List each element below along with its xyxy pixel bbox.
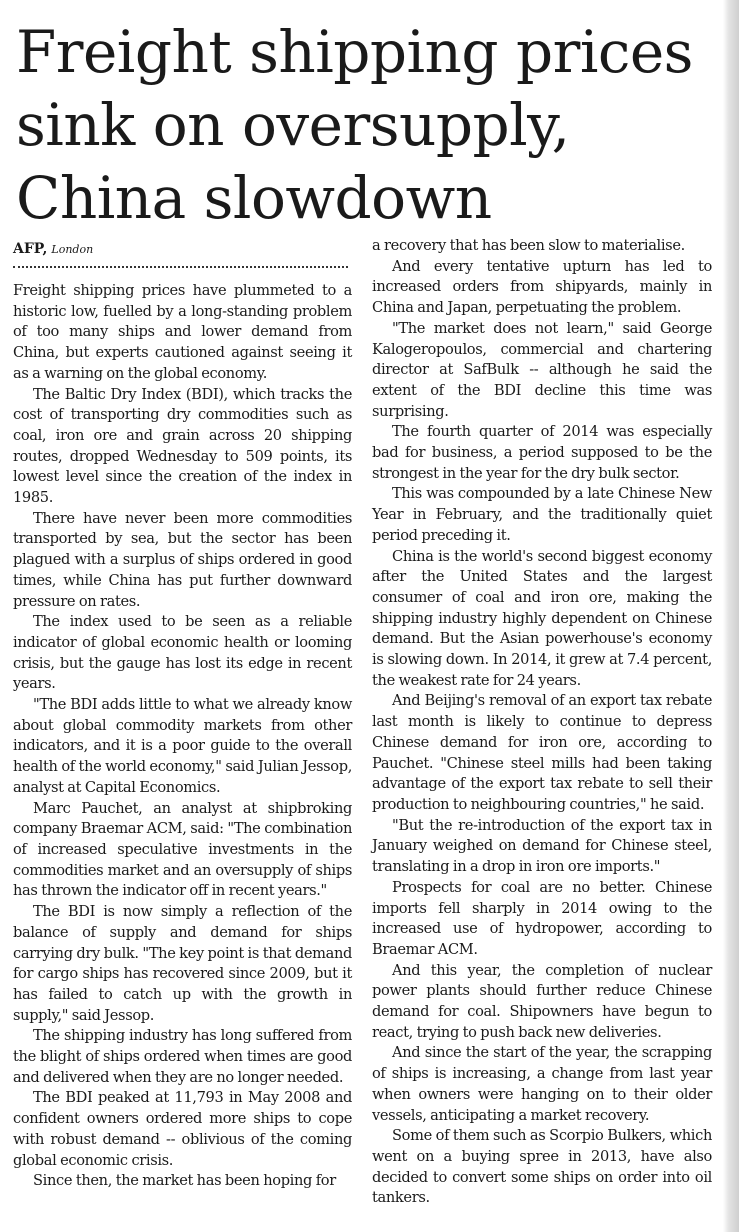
paragraph: This was compounded by a late Chinese New Year in February, and the traditionally quiet period preceding it. xyxy=(372,485,712,544)
paragraph: And every tentative upturn has led to increased orders from shipyards, mainly in China and Japan, perpetuating the problem. xyxy=(372,257,712,317)
paragraph: China is the world's second biggest economy after the United States and the largest consumer of coal and iron ore, making the shipping industry highly dependent on Chinese demand. But the Asian powerhouse's economy is slowing down. In 2014, it grew at 7.4 percent, the weakest rate for 24 years. xyxy=(372,547,712,689)
paragraph: a recovery that has been slow to materialise. xyxy=(372,237,685,254)
byline-agency: AFP, xyxy=(13,241,48,257)
headline: Freight shipping prices sink on oversupply, China slowdown xyxy=(16,18,693,232)
paragraph: "The BDI adds little to what we already know about global commodity markets from other indicators, and it is a poor guide to the overall health of the world economy," said Julian Jessop, analyst at Capital Economics. xyxy=(13,696,352,796)
paragraph: The Baltic Dry Index (BDI), which tracks the cost of transporting dry commodities such as coal, iron ore and grain across 20 shipping routes, dropped Wednesday to 509 points, its lowest level since the creation of the index in 1985. xyxy=(13,385,352,507)
paragraph: "The market does not learn," said George Kalogeropoulos, commercial and chartering director at SafBulk -- although he said the extent of the BDI decline this time was surprising. xyxy=(372,319,712,420)
byline-location: London xyxy=(51,243,94,256)
page-edge-shadow xyxy=(723,0,739,1232)
paragraph: Marc Pauchet, an analyst at shipbroking company Braemar ACM, said: "The combination of increased speculative investments in the commodities market and an oversupply of ships has thrown the indicator off in recent years." xyxy=(13,799,352,900)
paragraph: The BDI peaked at 11,793 in May 2008 and confident owners ordered more ships to cope with robust demand -- oblivious of the coming global economic crisis. xyxy=(13,1089,352,1169)
byline-divider xyxy=(13,266,348,268)
paragraph: Some of them such as Scorpio Bulkers, which went on a buying spree in 2013, have also decided to convert some ships on order into oil tankers. xyxy=(372,1127,712,1207)
paragraph: Since then, the market has been hoping for xyxy=(33,1172,336,1190)
paragraph: And this year, the completion of nuclear power plants should further reduce Chinese demand for coal. Shipowners have begun to react, trying to push back new deliveries. xyxy=(372,961,712,1041)
byline xyxy=(13,240,348,259)
article-column-2 xyxy=(372,236,712,1231)
paragraph: Prospects for coal are no better. Chinese imports fell sharply in 2014 owing to the increased use of hydropower, according to Braemar ACM. xyxy=(372,878,712,958)
article-column-1 xyxy=(13,281,352,1231)
paragraph: There have never been more commodities transported by sea, but the sector has been plagued with a surplus of ships ordered in good times, while China has put further downward pressure on rates. xyxy=(13,509,352,610)
paragraph: The BDI is now simply a reflection of the balance of supply and demand for ships carrying dry bulk. "The key point is that demand for cargo ships has recovered since 2009, but it has failed to catch up with the growth in supply," said Jessop. xyxy=(13,903,352,1024)
paragraph: Freight shipping prices have plummeted to a historic low, fuelled by a long-standing problem of too many ships and lower demand from China, but experts cautioned against seeing it as a warning on the global economy. xyxy=(13,282,352,382)
paragraph: "But the re-introduction of the export tax in January weighed on demand for Chinese steel, translating in a drop in iron ore imports." xyxy=(372,816,712,876)
paragraph: The shipping industry has long suffered from the blight of ships ordered when times are good and delivered when they are no longer needed. xyxy=(13,1027,352,1086)
paragraph: The index used to be seen as a reliable indicator of global economic health or looming crisis, but the gauge has lost its edge in recent years. xyxy=(13,613,352,693)
paragraph: And Beijing's removal of an export tax rebate last month is likely to continue to depress Chinese demand for iron ore, according to Pauchet. "Chinese steel mills had been taking advantage of the export tax rebate to sell their production to neighbouring countries," he said. xyxy=(372,692,712,813)
paragraph: And since the start of the year, the scrapping of ships is increasing, a change from last year when owners were hanging on to their older vessels, anticipating a market recovery. xyxy=(372,1044,712,1124)
paragraph: The fourth quarter of 2014 was especially bad for business, a period supposed to be the strongest in the year for the dry bulk sector. xyxy=(372,423,712,482)
